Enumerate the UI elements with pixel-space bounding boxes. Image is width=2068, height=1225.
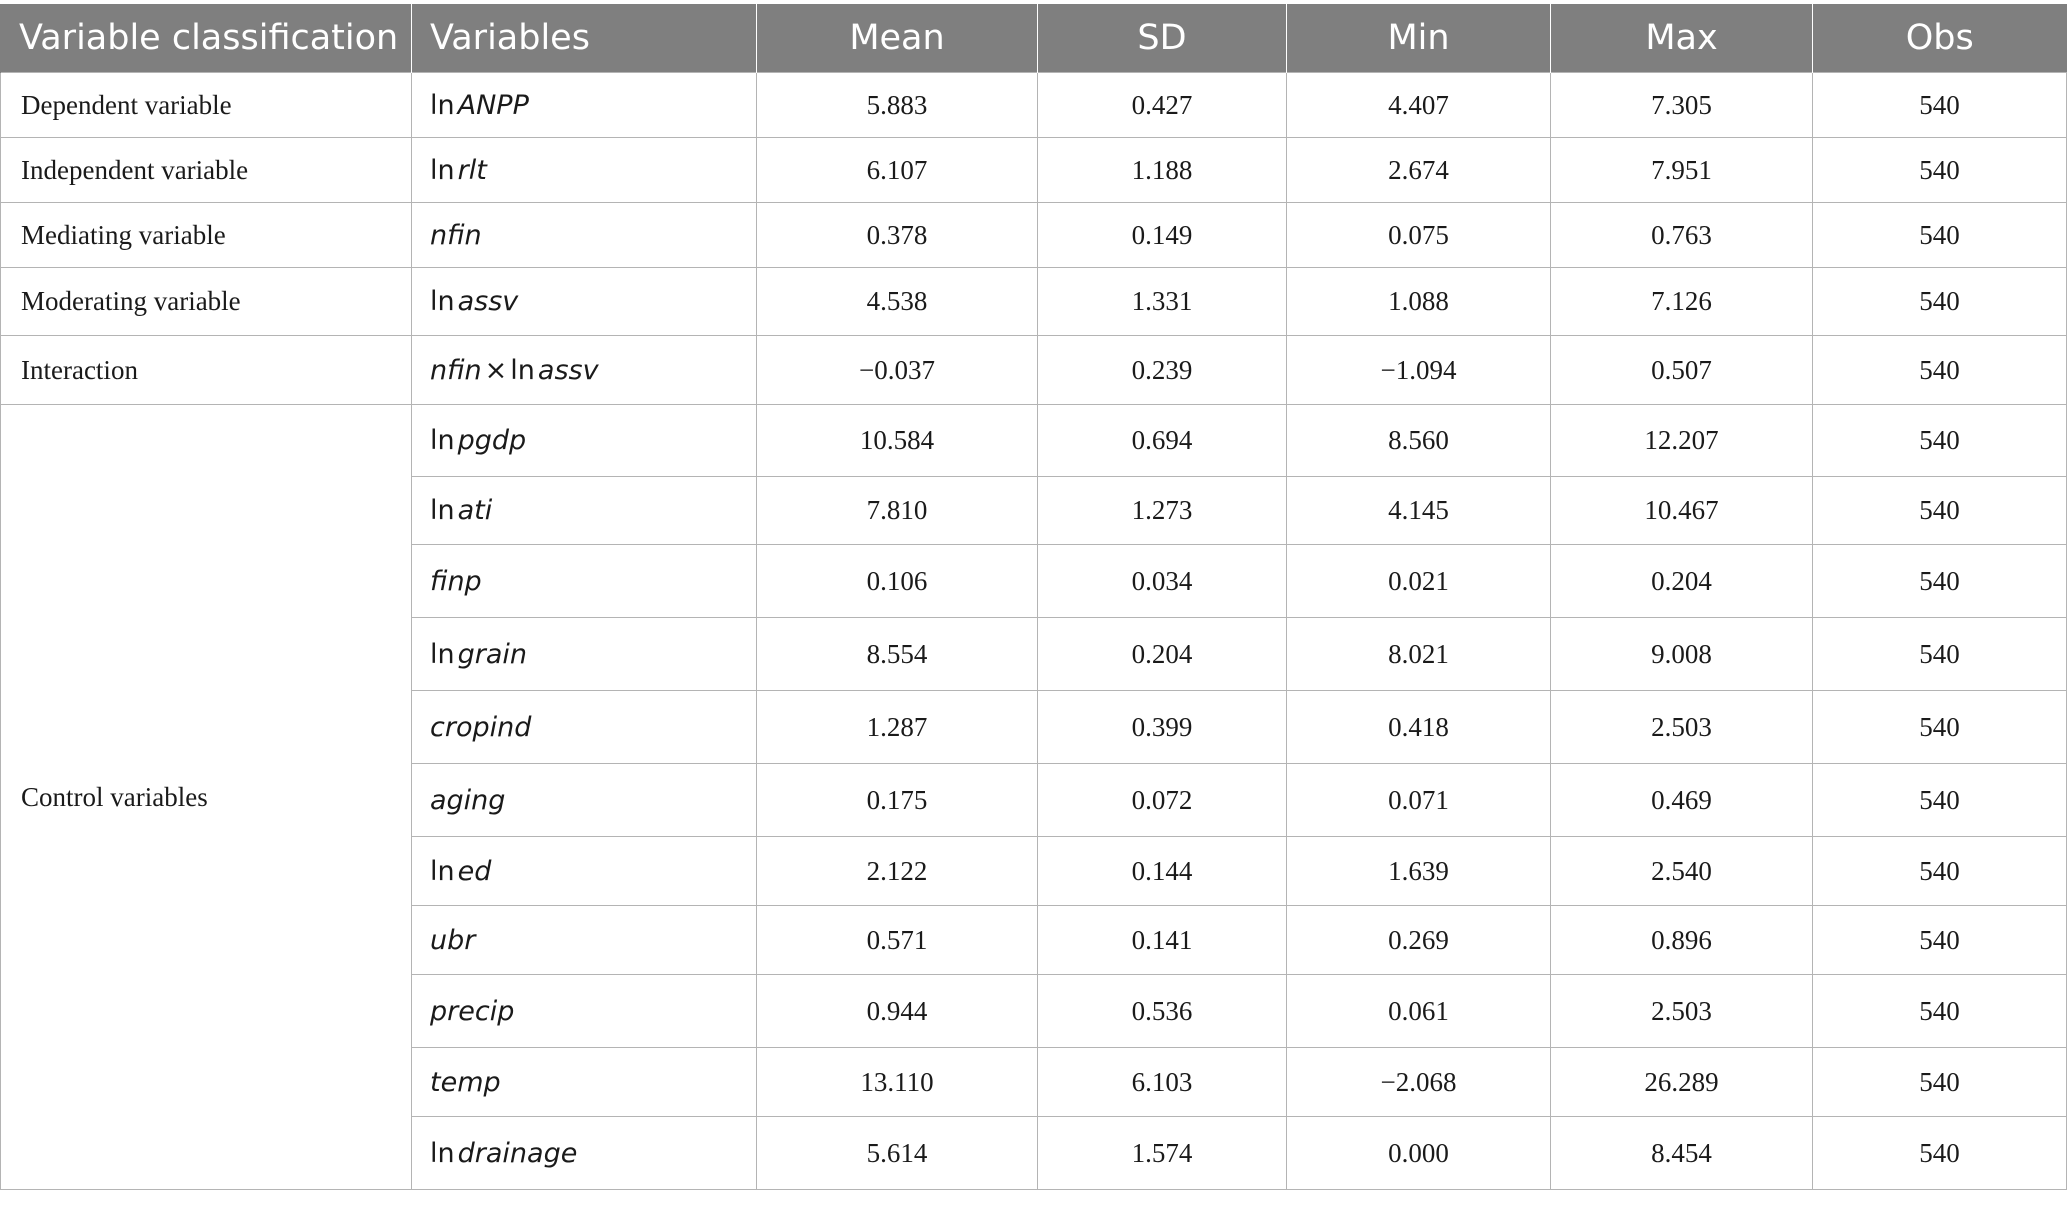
variable-prefix: ln [430, 495, 455, 526]
min-cell: −1.094 [1287, 336, 1551, 405]
variable-name-cell [412, 618, 757, 691]
table-row [1, 405, 2067, 477]
variable-name-cell [412, 203, 757, 268]
variable-classification-cell: Dependent variable [1, 73, 412, 138]
variable-name: rlt [457, 154, 487, 186]
variable-classification-cell: Mediating variable [1, 203, 412, 268]
header-mean: Mean [757, 4, 1038, 73]
mean-cell: 4.538 [757, 268, 1038, 336]
min-cell: 0.061 [1287, 975, 1551, 1048]
variable-name-cell [412, 477, 757, 545]
sd-cell: 0.034 [1038, 545, 1287, 618]
max-cell: 0.507 [1551, 336, 1813, 405]
max-cell: 7.126 [1551, 268, 1813, 336]
obs-cell: 540 [1813, 691, 2067, 764]
sd-cell: 1.331 [1038, 268, 1287, 336]
max-cell: 7.951 [1551, 138, 1813, 203]
table-row [1, 336, 2067, 405]
max-cell: 2.540 [1551, 837, 1813, 906]
mean-cell: 10.584 [757, 405, 1038, 477]
variable-name: ANPP [457, 89, 529, 121]
variable-prefix: ln [430, 286, 455, 317]
mean-cell: 13.110 [757, 1048, 1038, 1117]
header-variable-classification: Variable classification [1, 4, 412, 73]
variable-name-cell [412, 268, 757, 336]
variable-classification-cell: Interaction [1, 336, 412, 405]
variable-name: precip [430, 995, 515, 1027]
variable-name-cell [412, 906, 757, 975]
variable-prefix: ln [510, 354, 535, 386]
sd-cell: 0.072 [1038, 764, 1287, 837]
variable-name-cell [412, 691, 757, 764]
variable-name-cell [412, 73, 757, 138]
variable-name: pgdp [457, 425, 527, 456]
table-body [1, 73, 2067, 1190]
max-cell: 0.204 [1551, 545, 1813, 618]
variable-name: nfin [430, 354, 482, 386]
mean-cell: 5.614 [757, 1117, 1038, 1190]
mean-cell: 0.378 [757, 203, 1038, 268]
min-cell: 1.639 [1287, 837, 1551, 906]
max-cell: 26.289 [1551, 1048, 1813, 1117]
obs-cell: 540 [1813, 73, 2067, 138]
variable-name: cropind [430, 711, 532, 743]
min-cell: 0.071 [1287, 764, 1551, 837]
variable-name: ed [457, 855, 492, 887]
variable-name-cell [412, 1117, 757, 1190]
obs-cell: 540 [1813, 336, 2067, 405]
min-cell: 2.674 [1287, 138, 1551, 203]
obs-cell: 540 [1813, 545, 2067, 618]
variable-name-cell [412, 336, 757, 405]
mean-cell: 2.122 [757, 837, 1038, 906]
variable-name-cell [412, 1048, 757, 1117]
obs-cell: 540 [1813, 138, 2067, 203]
mean-cell: 7.810 [757, 477, 1038, 545]
table-row [1, 203, 2067, 268]
min-cell: 4.407 [1287, 73, 1551, 138]
sd-cell: 1.574 [1038, 1117, 1287, 1190]
variable-prefix: ln [430, 1137, 455, 1169]
variable-prefix: ln [430, 425, 455, 456]
mean-cell: 0.175 [757, 764, 1038, 837]
header-variables: Variables [412, 4, 757, 73]
max-cell: 10.467 [1551, 477, 1813, 545]
variable-name: drainage [457, 1137, 578, 1169]
variable-name: ubr [430, 924, 476, 956]
min-cell: 8.560 [1287, 405, 1551, 477]
min-cell: 0.000 [1287, 1117, 1551, 1190]
mean-cell: 0.106 [757, 545, 1038, 618]
interaction-operator: × [484, 354, 508, 386]
obs-cell: 540 [1813, 618, 2067, 691]
sd-cell: 6.103 [1038, 1048, 1287, 1117]
header-min: Min [1287, 4, 1551, 73]
max-cell: 2.503 [1551, 691, 1813, 764]
variable-prefix: ln [430, 638, 455, 670]
max-cell: 9.008 [1551, 618, 1813, 691]
obs-cell: 540 [1813, 203, 2067, 268]
min-cell: 1.088 [1287, 268, 1551, 336]
descriptive-statistics-table [0, 4, 2067, 1190]
sd-cell: 0.141 [1038, 906, 1287, 975]
obs-cell: 540 [1813, 837, 2067, 906]
max-cell: 0.763 [1551, 203, 1813, 268]
obs-cell: 540 [1813, 1117, 2067, 1190]
variable-name-cell [412, 975, 757, 1048]
sd-cell: 1.188 [1038, 138, 1287, 203]
mean-cell: 6.107 [757, 138, 1038, 203]
max-cell: 7.305 [1551, 73, 1813, 138]
sd-cell: 0.399 [1038, 691, 1287, 764]
sd-cell: 0.149 [1038, 203, 1287, 268]
variable-classification-cell: Moderating variable [1, 268, 412, 336]
min-cell: 0.075 [1287, 203, 1551, 268]
obs-cell: 540 [1813, 268, 2067, 336]
table-row [1, 268, 2067, 336]
variable-classification-cell: Control variables [1, 405, 412, 1190]
variable-name: aging [430, 784, 506, 816]
variable-prefix: ln [430, 89, 455, 121]
sd-cell: 1.273 [1038, 477, 1287, 545]
max-cell: 12.207 [1551, 405, 1813, 477]
min-cell: 0.418 [1287, 691, 1551, 764]
mean-cell: 1.287 [757, 691, 1038, 764]
obs-cell: 540 [1813, 405, 2067, 477]
variable-name-cell [412, 837, 757, 906]
table-row [1, 73, 2067, 138]
obs-cell: 540 [1813, 477, 2067, 545]
obs-cell: 540 [1813, 975, 2067, 1048]
variable-name: assv [537, 354, 599, 386]
mean-cell: 0.944 [757, 975, 1038, 1048]
variable-name: ati [457, 495, 493, 526]
max-cell: 2.503 [1551, 975, 1813, 1048]
min-cell: 8.021 [1287, 618, 1551, 691]
variable-classification-cell: Independent variable [1, 138, 412, 203]
table-row [1, 138, 2067, 203]
mean-cell: 8.554 [757, 618, 1038, 691]
sd-cell: 0.239 [1038, 336, 1287, 405]
variable-name: finp [430, 565, 482, 597]
obs-cell: 540 [1813, 764, 2067, 837]
max-cell: 0.469 [1551, 764, 1813, 837]
variable-name-cell [412, 545, 757, 618]
min-cell: 4.145 [1287, 477, 1551, 545]
header-max: Max [1551, 4, 1813, 73]
mean-cell: −0.037 [757, 336, 1038, 405]
sd-cell: 0.204 [1038, 618, 1287, 691]
variable-name: grain [457, 638, 528, 670]
variable-name-cell [412, 138, 757, 203]
obs-cell: 540 [1813, 1048, 2067, 1117]
min-cell: 0.021 [1287, 545, 1551, 618]
variable-prefix: ln [430, 154, 455, 186]
sd-cell: 0.694 [1038, 405, 1287, 477]
variable-prefix: ln [430, 855, 455, 887]
variable-name: nfin [430, 219, 482, 251]
sd-cell: 0.536 [1038, 975, 1287, 1048]
max-cell: 0.896 [1551, 906, 1813, 975]
variable-name-cell [412, 405, 757, 477]
sd-cell: 0.427 [1038, 73, 1287, 138]
variable-name: temp [430, 1066, 501, 1098]
mean-cell: 5.883 [757, 73, 1038, 138]
header-obs: Obs [1813, 4, 2067, 73]
min-cell: −2.068 [1287, 1048, 1551, 1117]
variable-name-cell [412, 764, 757, 837]
header-sd: SD [1038, 4, 1287, 73]
sd-cell: 0.144 [1038, 837, 1287, 906]
mean-cell: 0.571 [757, 906, 1038, 975]
max-cell: 8.454 [1551, 1117, 1813, 1190]
obs-cell: 540 [1813, 906, 2067, 975]
variable-name: assv [457, 286, 519, 317]
min-cell: 0.269 [1287, 906, 1551, 975]
header-row [1, 4, 2067, 73]
